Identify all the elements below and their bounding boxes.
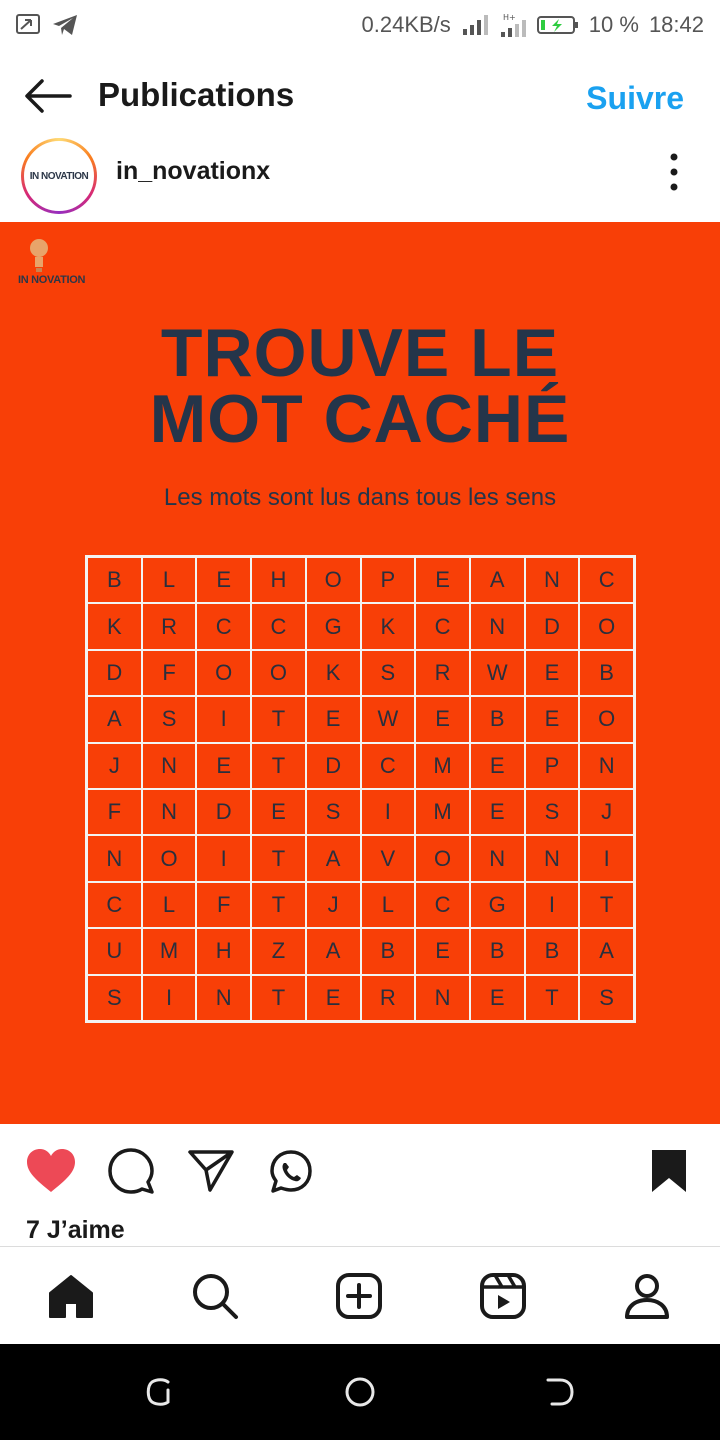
home-circle-icon[interactable]: [344, 1376, 376, 1408]
grid-cell: I: [525, 882, 580, 928]
grid-cell: C: [87, 882, 142, 928]
grid-cell: N: [142, 743, 197, 789]
grid-cell: T: [251, 696, 306, 742]
hplus-signal-icon: [499, 12, 527, 38]
grid-cell: E: [196, 743, 251, 789]
grid-cell: W: [361, 696, 416, 742]
grid-cell: M: [415, 743, 470, 789]
grid-cell: E: [470, 975, 525, 1021]
grid-cell: O: [142, 835, 197, 881]
grid-cell: D: [87, 650, 142, 696]
grid-cell: A: [306, 928, 361, 974]
grid-cell: M: [142, 928, 197, 974]
header: [0, 50, 720, 142]
status-left: [16, 14, 78, 36]
grid-cell: B: [579, 650, 634, 696]
grid-cell: E: [251, 789, 306, 835]
whatsapp-icon[interactable]: [267, 1148, 317, 1198]
post-author-row: [0, 136, 720, 222]
grid-cell: B: [87, 557, 142, 603]
grid-cell: C: [196, 603, 251, 649]
grid-cell: H: [196, 928, 251, 974]
search-icon[interactable]: [190, 1271, 240, 1321]
grid-cell: L: [142, 882, 197, 928]
grid-cell: F: [142, 650, 197, 696]
grid-cell: J: [306, 882, 361, 928]
grid-cell: T: [251, 882, 306, 928]
grid-cell: P: [361, 557, 416, 603]
post-actions: [0, 1124, 720, 1220]
grid-cell: O: [579, 603, 634, 649]
grid-cell: E: [525, 696, 580, 742]
grid-cell: N: [196, 975, 251, 1021]
lightbulb-icon: [28, 236, 50, 274]
puzzle-title-line-2: MOT CACHÉ: [149, 381, 571, 457]
grid-cell: N: [525, 557, 580, 603]
avatar[interactable]: [21, 138, 97, 214]
svg-text:H+: H+: [502, 13, 516, 22]
grid-cell: E: [415, 557, 470, 603]
likes-count[interactable]: 7 J’aime: [26, 1216, 125, 1244]
grid-cell: N: [525, 835, 580, 881]
grid-cell: I: [361, 789, 416, 835]
avatar-inner: [24, 141, 94, 211]
grid-cell: P: [525, 743, 580, 789]
grid-cell: W: [470, 650, 525, 696]
grid-cell: O: [251, 650, 306, 696]
grid-cell: N: [470, 835, 525, 881]
grid-cell: N: [415, 975, 470, 1021]
grid-cell: F: [87, 789, 142, 835]
share-icon[interactable]: [188, 1148, 238, 1198]
bottom-nav: [0, 1247, 720, 1344]
grid-cell: S: [525, 789, 580, 835]
grid-cell: B: [470, 928, 525, 974]
grid-cell: E: [470, 789, 525, 835]
grid-cell: B: [525, 928, 580, 974]
grid-cell: J: [87, 743, 142, 789]
clock: 18:42: [648, 12, 704, 37]
battery-charging-icon: [537, 14, 579, 36]
arrow-left-icon[interactable]: [24, 78, 72, 114]
profile-icon[interactable]: [622, 1271, 672, 1321]
grid-cell: B: [470, 696, 525, 742]
screen-cast-icon: [16, 14, 40, 36]
grid-cell: E: [306, 975, 361, 1021]
grid-cell: B: [361, 928, 416, 974]
page-title: Publications: [98, 76, 295, 113]
grid-cell: Z: [251, 928, 306, 974]
status-bar: [0, 0, 720, 50]
grid-cell: A: [470, 557, 525, 603]
avatar-logo-text: IN NOVATION: [29, 170, 89, 182]
grid-cell: S: [142, 696, 197, 742]
grid-cell: L: [142, 557, 197, 603]
comment-icon[interactable]: [108, 1148, 158, 1198]
network-speed: 0.24KB/s: [361, 12, 451, 37]
grid-cell: A: [579, 928, 634, 974]
more-options-icon[interactable]: [668, 152, 680, 192]
post-image[interactable]: [0, 222, 720, 1124]
grid-cell: R: [361, 975, 416, 1021]
grid-cell: O: [415, 835, 470, 881]
signal-icon: [461, 14, 489, 36]
grid-cell: T: [525, 975, 580, 1021]
grid-cell: G: [306, 603, 361, 649]
grid-cell: O: [196, 650, 251, 696]
grid-cell: I: [196, 696, 251, 742]
grid-cell: T: [251, 975, 306, 1021]
brand-logo: [14, 234, 114, 294]
grid-cell: R: [142, 603, 197, 649]
grid-cell: S: [579, 975, 634, 1021]
grid-cell: N: [579, 743, 634, 789]
grid-cell: C: [361, 743, 416, 789]
grid-cell: E: [415, 928, 470, 974]
grid-cell: O: [579, 696, 634, 742]
username[interactable]: in_novationx: [116, 157, 271, 185]
grid-cell: S: [87, 975, 142, 1021]
grid-cell: E: [306, 696, 361, 742]
battery-level: 10 %: [588, 12, 639, 37]
grid-cell: S: [306, 789, 361, 835]
grid-cell: C: [415, 882, 470, 928]
grid-cell: D: [306, 743, 361, 789]
system-navigation-bar: [0, 1344, 720, 1440]
grid-cell: L: [361, 882, 416, 928]
recent-apps-icon[interactable]: [144, 1376, 176, 1408]
puzzle-title: [0, 315, 720, 457]
grid-cell: U: [87, 928, 142, 974]
grid-cell: T: [579, 882, 634, 928]
grid-cell: C: [579, 557, 634, 603]
puzzle-subtitle: Les mots sont lus dans tous les sens: [163, 484, 557, 511]
grid-cell: I: [142, 975, 197, 1021]
grid-cell: K: [87, 603, 142, 649]
grid-cell: J: [579, 789, 634, 835]
follow-button[interactable]: Suivre: [586, 80, 684, 116]
grid-cell: E: [470, 743, 525, 789]
grid-cell: F: [196, 882, 251, 928]
grid-cell: N: [470, 603, 525, 649]
home-icon[interactable]: [46, 1271, 96, 1321]
grid-cell: C: [251, 603, 306, 649]
grid-cell: S: [361, 650, 416, 696]
grid-cell: K: [306, 650, 361, 696]
brand-text: IN NOVATION: [18, 274, 86, 286]
status-right: [362, 12, 705, 38]
grid-cell: E: [525, 650, 580, 696]
back-nav-icon[interactable]: [544, 1376, 576, 1408]
word-search-grid: [85, 555, 636, 1023]
telegram-icon: [52, 14, 78, 36]
create-icon[interactable]: [334, 1271, 384, 1321]
grid-cell: A: [87, 696, 142, 742]
grid-cell: C: [415, 603, 470, 649]
grid-cell: E: [415, 696, 470, 742]
grid-cell: I: [196, 835, 251, 881]
grid-cell: M: [415, 789, 470, 835]
bookmark-icon[interactable]: [650, 1148, 700, 1198]
grid-cell: D: [196, 789, 251, 835]
grid-cell: N: [87, 835, 142, 881]
reels-icon[interactable]: [478, 1271, 528, 1321]
grid-cell: I: [579, 835, 634, 881]
grid-cell: D: [525, 603, 580, 649]
grid-cell: O: [306, 557, 361, 603]
heart-filled-icon[interactable]: [26, 1148, 76, 1198]
grid-cell: E: [196, 557, 251, 603]
grid-cell: N: [142, 789, 197, 835]
grid-cell: H: [251, 557, 306, 603]
grid-cell: K: [361, 603, 416, 649]
grid-cell: T: [251, 835, 306, 881]
grid-cell: A: [306, 835, 361, 881]
grid-cell: R: [415, 650, 470, 696]
puzzle-title-line-1: TROUVE LE: [160, 315, 560, 391]
grid-cell: T: [251, 743, 306, 789]
grid-cell: G: [470, 882, 525, 928]
grid-cell: V: [361, 835, 416, 881]
